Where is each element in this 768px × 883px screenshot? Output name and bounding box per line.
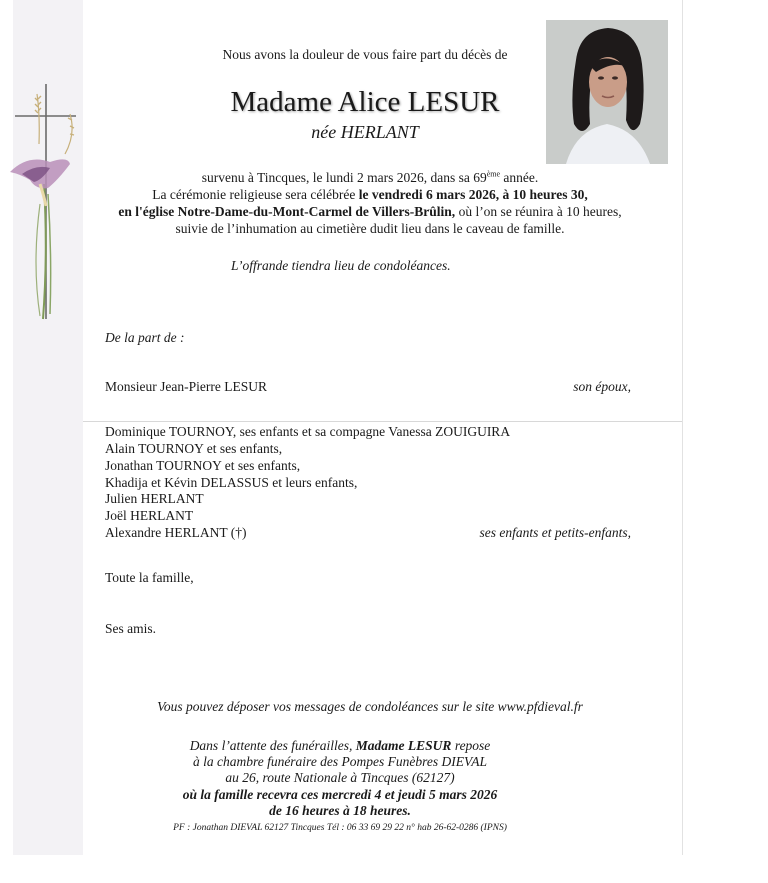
funeral-director-info: PF : Jonathan DIEVAL 62127 Tincques Tél : 06 33 69 29 22 n° hab 26-62-0286 (IPNS) — [173, 823, 507, 833]
family-member: Khadija et Kévin DELASSUS et leurs enfants, — [105, 475, 358, 490]
visiting-hours: de 16 heures à 18 heures. — [269, 803, 411, 818]
death-line-end: année. — [500, 170, 539, 185]
family-member: Joël HERLANT — [105, 508, 194, 523]
whole-family: Toute la famille, — [105, 570, 194, 585]
children-relation: ses enfants et petits-enfants, — [479, 525, 631, 540]
ceremony-date: le vendredi 6 mars 2026, à 10 heures 30, — [358, 187, 588, 202]
visiting-days: où la famille recevra ces mercredi 4 et jeudi 5 mars 2026 — [182, 787, 498, 802]
address-line: au 26, route Nationale à Tincques (62127) — [225, 770, 455, 785]
church-line — [80, 204, 660, 220]
family-member: Julien HERLANT — [105, 491, 204, 506]
portrait-photo — [546, 20, 668, 164]
page-edge-line — [682, 0, 683, 855]
death-notice-line — [100, 170, 640, 186]
fold-line — [83, 421, 683, 422]
friends: Ses amis. — [105, 621, 157, 636]
intro-text: Nous avons la douleur de vous faire part du décès de — [222, 47, 508, 62]
ceremony-text: La cérémonie religieuse sera célébrée — [152, 187, 359, 202]
repose-name: Madame LESUR — [355, 738, 452, 753]
maiden-name: née HERLANT — [311, 122, 419, 142]
spouse-name: Monsieur Jean-Pierre LESUR — [105, 379, 267, 394]
website-message: Vous pouvez déposer vos messages de condoléances sur le site www.pfdieval.fr — [157, 699, 583, 714]
cross-lily-illustration — [10, 84, 90, 324]
death-line-text: survenu à Tincques, le lundi 2 mars 2026, dans sa 69 — [201, 170, 487, 185]
ordinal-suffix: ème — [486, 169, 501, 179]
from-label: De la part de : — [105, 330, 185, 345]
family-member: Alain TOURNOY et ses enfants, — [105, 441, 283, 456]
offering-line: L’offrande tiendra lieu de condoléances. — [231, 258, 451, 273]
deceased-name: Madame Alice LESUR — [230, 86, 500, 118]
funeral-home-line: à la chambre funéraire des Pompes Funèbres DIEVAL — [192, 754, 488, 769]
repose-text: Dans l’attente des funérailles, — [189, 738, 356, 753]
meeting-time: où l’on se réunira à 10 heures, — [455, 204, 622, 219]
repose-line — [130, 738, 550, 754]
family-member: Jonathan TOURNOY et ses enfants, — [105, 458, 301, 473]
spouse-relation: son époux, — [573, 379, 631, 394]
repose-end: repose — [451, 738, 491, 753]
burial-line: suivie de l’inhumation au cimetière dudit lieu dans le caveau de famille. — [175, 221, 565, 236]
family-member: Alexandre HERLANT (†) — [105, 525, 247, 540]
church-name: en l'église Notre-Dame-du-Mont-Carmel de Villers-Brûlin, — [118, 204, 456, 219]
ceremony-line — [80, 187, 660, 203]
family-member: Dominique TOURNOY, ses enfants et sa compagne Vanessa ZOUIGUIRA — [105, 424, 511, 439]
